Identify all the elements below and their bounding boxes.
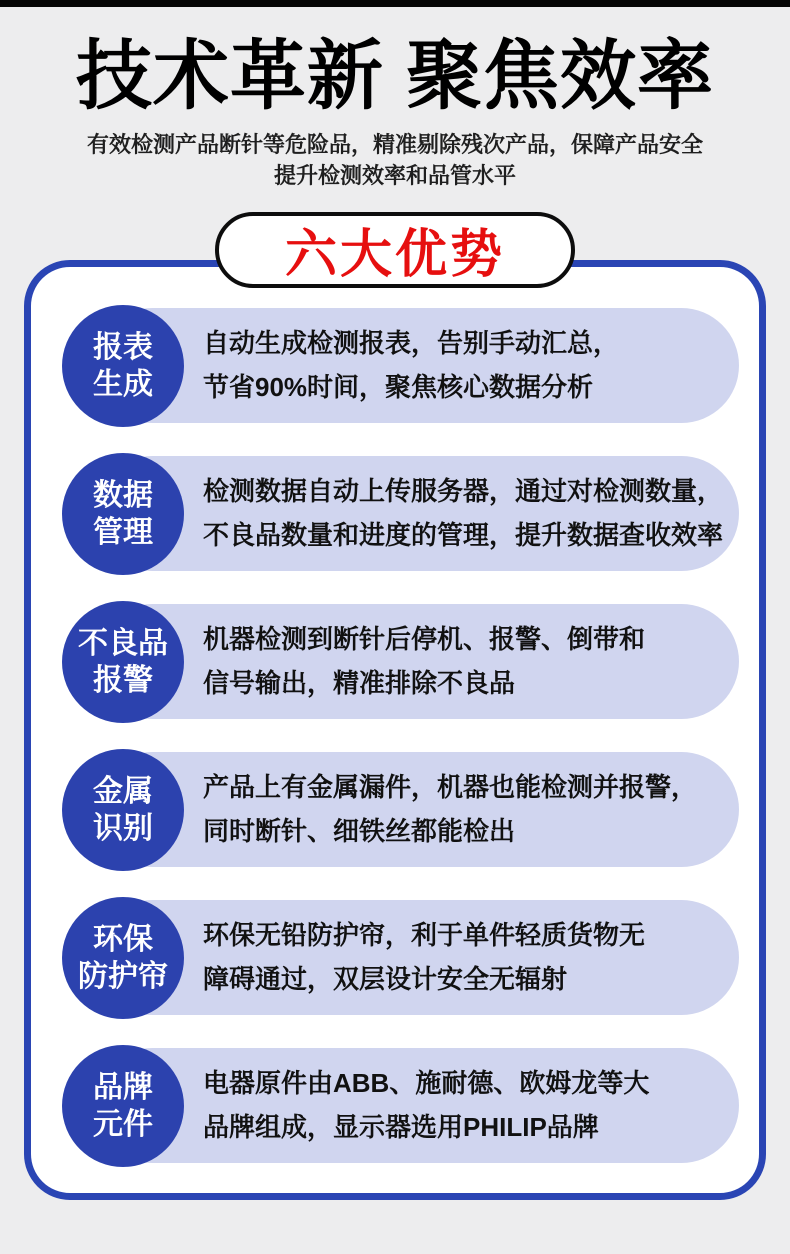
top-black-bar bbox=[0, 0, 790, 7]
feature-desc-line: 产品上有金属漏件，机器也能检测并报警， bbox=[203, 772, 698, 803]
feature-label-line: 金属 bbox=[93, 774, 153, 808]
feature-desc-line: 机器检测到断针后停机、报警、倒带和 bbox=[203, 624, 646, 655]
feature-circle-report-generation bbox=[62, 305, 184, 427]
feature-item-brand-components bbox=[95, 1048, 739, 1163]
feature-circle-brand-components bbox=[62, 1045, 184, 1167]
feature-label-line: 报表 bbox=[93, 330, 153, 364]
feature-label-line: 管理 bbox=[93, 515, 153, 549]
feature-desc-line: 检测数据自动上传服务器，通过对检测数量， bbox=[203, 476, 724, 507]
feature-desc-line: 环保无铅防护帘，利于单件轻质货物无 bbox=[203, 920, 646, 951]
advantages-section bbox=[24, 226, 766, 1200]
feature-label-line: 防护帘 bbox=[78, 959, 168, 993]
feature-desc bbox=[203, 765, 697, 853]
feature-label-line: 生成 bbox=[93, 367, 153, 401]
feature-item-data-management bbox=[95, 456, 739, 571]
feature-desc bbox=[203, 1061, 649, 1149]
advantages-badge bbox=[215, 212, 575, 288]
feature-desc-line: 品牌组成，显示器选用PHILIP品牌 bbox=[203, 1112, 599, 1143]
feature-desc-line: 节省90%时间，聚焦核心数据分析 bbox=[203, 372, 594, 403]
feature-item-metal-detection bbox=[95, 752, 739, 867]
feature-label-line: 数据 bbox=[93, 478, 153, 512]
feature-desc-line: 同时断针、细铁丝都能检出 bbox=[203, 816, 516, 847]
feature-label-line: 元件 bbox=[93, 1107, 153, 1141]
feature-desc-line: 自动生成检测报表，告别手动汇总， bbox=[203, 328, 620, 359]
feature-label-line: 不良品 bbox=[78, 626, 168, 660]
feature-desc bbox=[203, 469, 723, 557]
feature-desc bbox=[203, 321, 619, 409]
feature-label-line: 识别 bbox=[93, 811, 153, 845]
feature-circle-defect-alarm bbox=[62, 601, 184, 723]
feature-label-line: 环保 bbox=[93, 922, 153, 956]
feature-item-protective-curtain bbox=[78, 900, 739, 1015]
feature-desc-line: 障碍通过，双层设计安全无辐射 bbox=[203, 964, 568, 995]
advantages-panel bbox=[24, 260, 766, 1200]
feature-circle-protective-curtain bbox=[62, 897, 184, 1019]
feature-circle-metal-detection bbox=[62, 749, 184, 871]
advantages-badge-label: 六大优势 bbox=[284, 226, 505, 285]
subtitle-line-2: 提升检测效率和品管水平 bbox=[273, 162, 516, 188]
feature-desc bbox=[203, 617, 645, 705]
feature-desc-line: 电器原件由ABB、施耐德、欧姆龙等大 bbox=[203, 1068, 650, 1099]
subtitle-line-1: 有效检测产品断针等危险品，精准剔除残次产品，保障产品安全 bbox=[86, 131, 703, 157]
feature-item-defect-alarm bbox=[78, 604, 739, 719]
feature-label-line: 报警 bbox=[93, 663, 153, 697]
page-title: 技术革新 聚焦效率 bbox=[75, 34, 715, 119]
feature-desc bbox=[203, 913, 645, 1001]
page-header bbox=[0, 34, 790, 191]
page-subtitle bbox=[0, 129, 790, 191]
feature-item-report-generation bbox=[95, 308, 739, 423]
feature-label-line: 品牌 bbox=[93, 1070, 153, 1104]
feature-desc-line: 信号输出，精准排除不良品 bbox=[203, 668, 516, 699]
feature-desc-line: 不良品数量和进度的管理，提升数据查收效率 bbox=[203, 520, 724, 551]
feature-circle-data-management bbox=[62, 453, 184, 575]
